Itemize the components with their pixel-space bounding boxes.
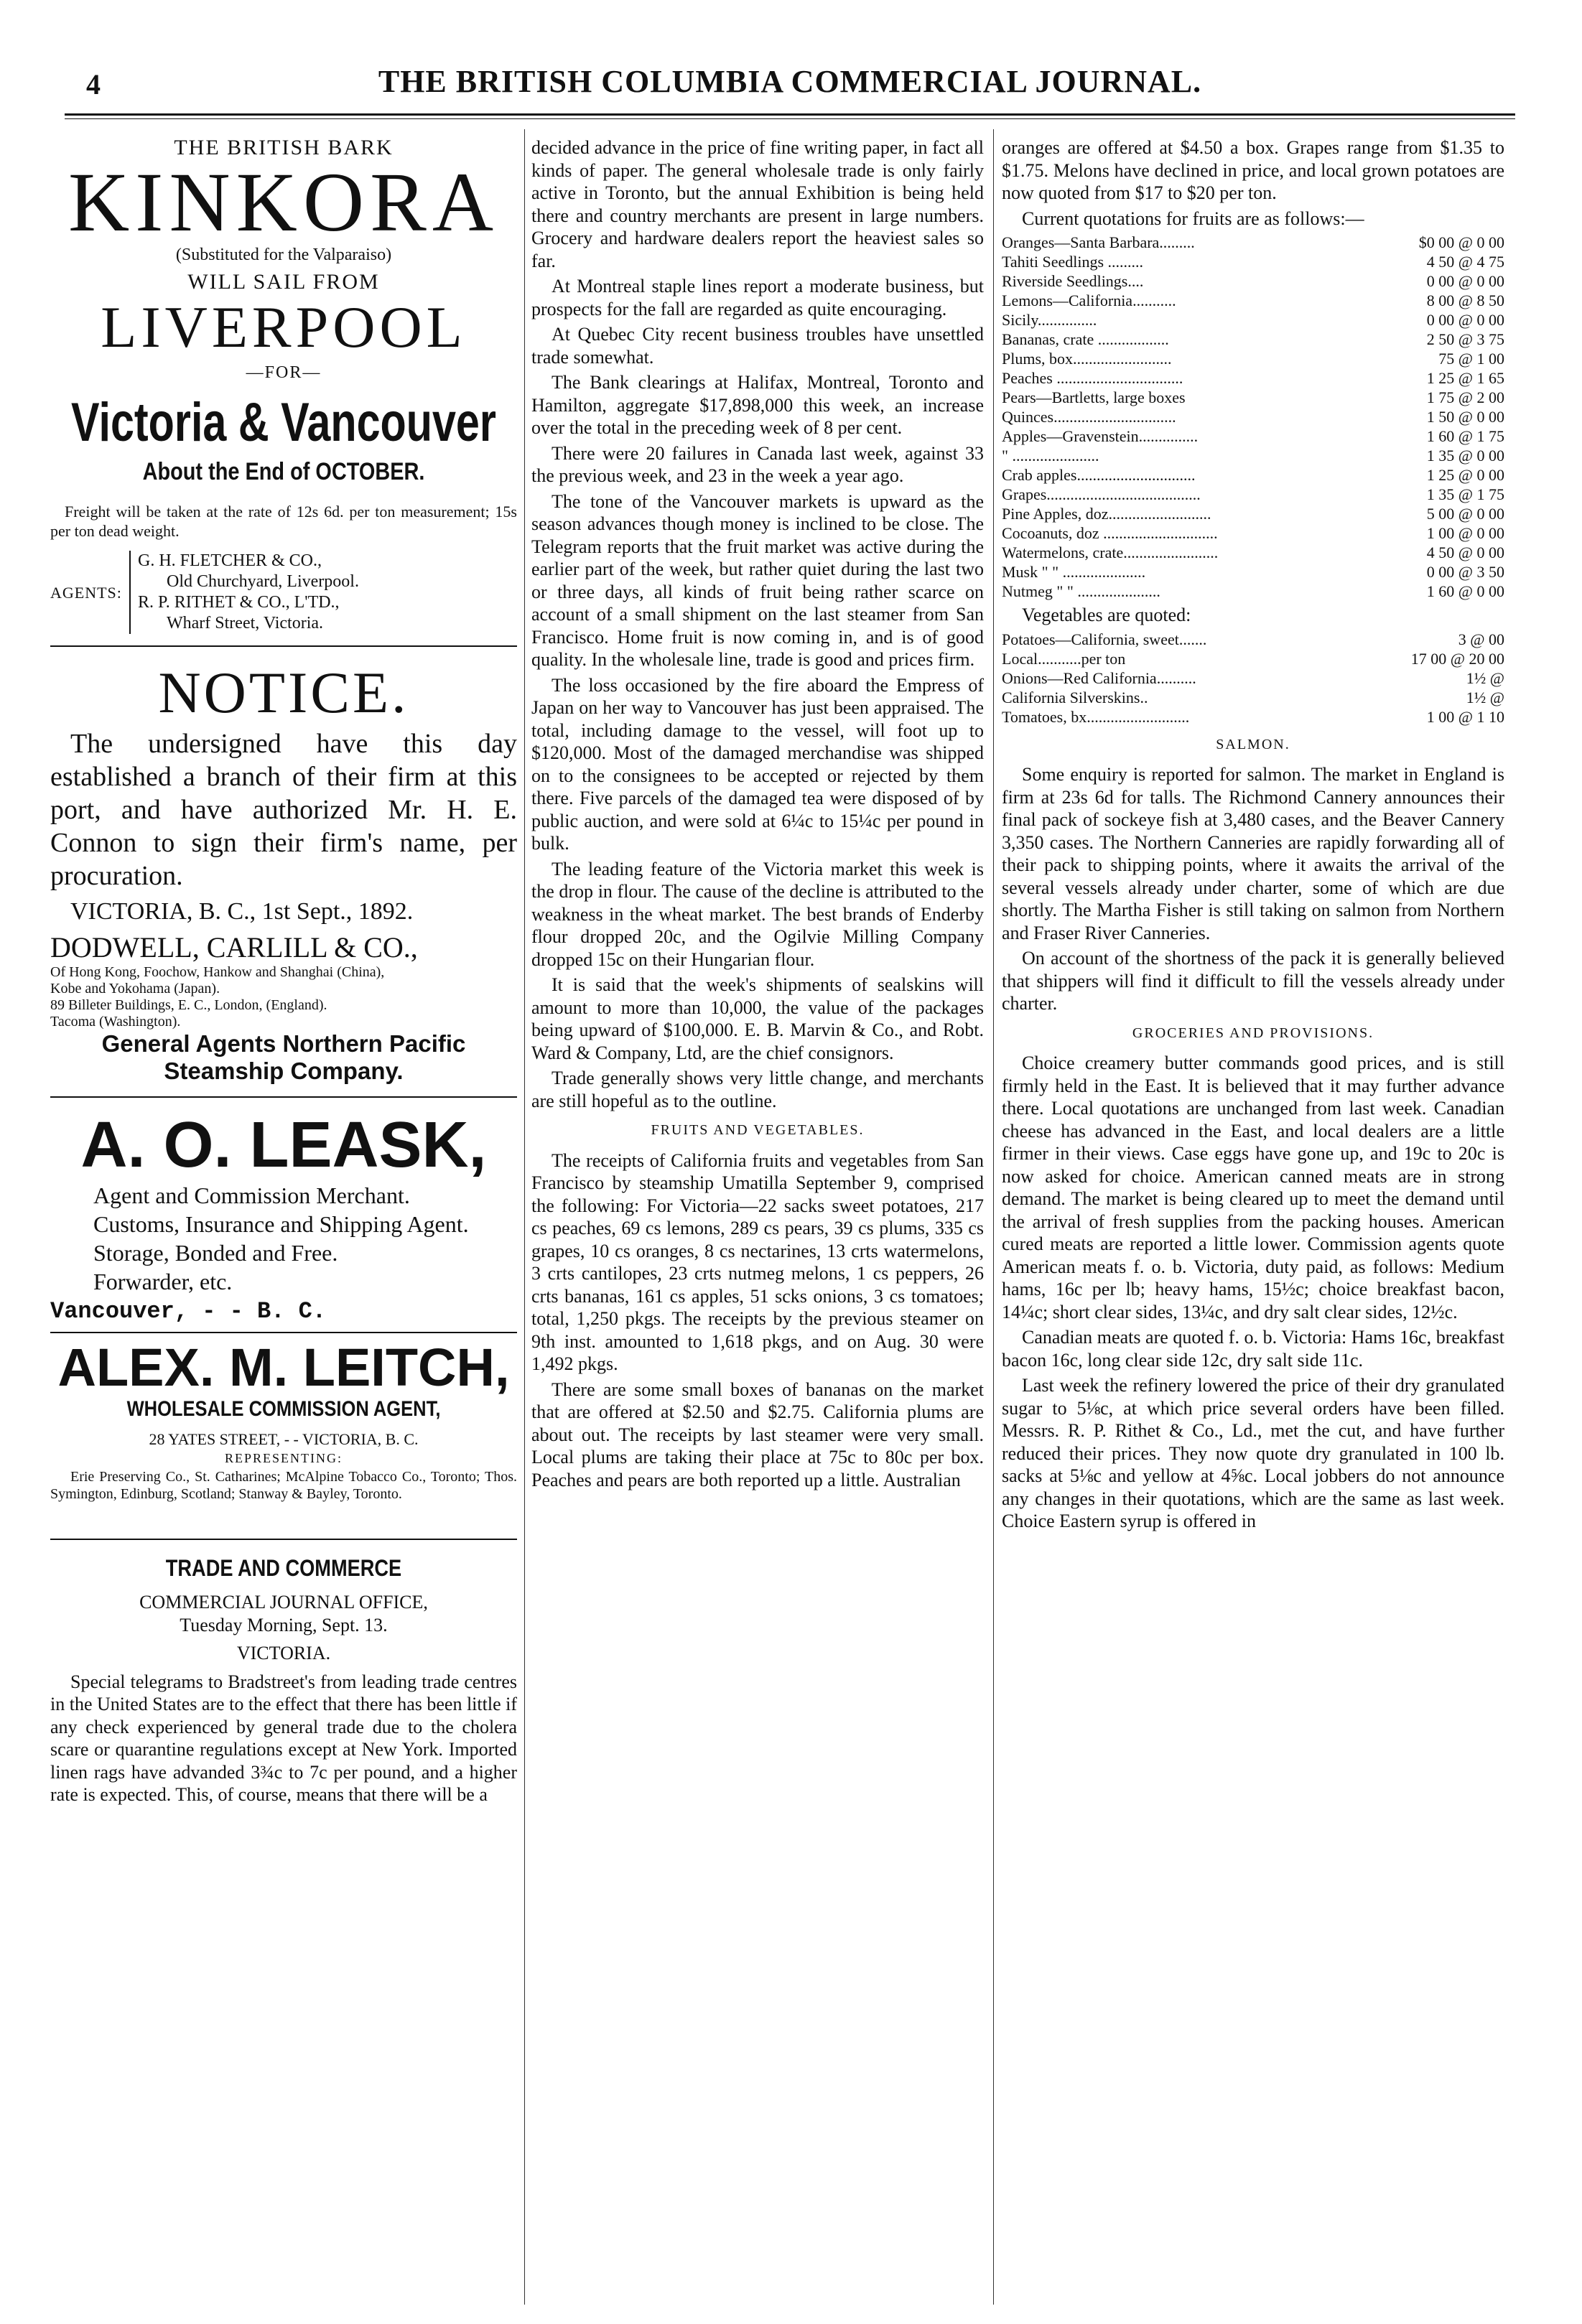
price-row <box>1002 426 1504 446</box>
agents-block <box>50 551 517 634</box>
price-item: Tahiti Seedlings ......... <box>1002 253 1144 271</box>
agent-line: G. H. FLETCHER & CO., <box>138 551 322 570</box>
leask-line: Forwarder, etc. <box>93 1269 233 1294</box>
price-item: Local...........per ton <box>1002 649 1126 668</box>
price-row <box>1002 562 1504 582</box>
price-item: Pine Apples, doz.......................... <box>1002 505 1211 523</box>
price-row <box>1002 252 1504 271</box>
journal-title: THE BRITISH COLUMBIA COMMERCIAL JOURNAL. <box>378 64 1202 99</box>
section-heading: FRUITS AND VEGETABLES. <box>651 1122 865 1138</box>
price-row <box>1002 523 1504 543</box>
price-row <box>1002 368 1504 388</box>
article-paragraph: Canadian meats are quoted f. o. b. Victoria: Hams 16c, breakfast bacon 16c, long clear side 12c, dry salt side 11c. <box>1002 1327 1504 1371</box>
header-rule <box>65 113 1515 116</box>
price-item: Potatoes—California, sweet....... <box>1002 630 1207 648</box>
article-paragraph: Choice creamery butter commands good prices, and is still firmly held in the East. It is believed that it may further advance there. Local quotations are unchanged from last week. Canadian cheese has advanced in the East, and local dealers are a little firmer in their views. Case eggs have gone up, and 19c to 20c is now asked for choice. American canned meats are in strong demand. The market is being cleared up to meet the demand until the arrival of fresh supplies from the packing houses. American cured meats are reported a little lower. Commission agents quote American meats f. o. b. Victoria, duty paid, as follows: Medium hams, 16c per lb; heavy hams, 15½c; choice breakfast bacon, 14¼c; short clear sides, 13¼c, and dry salt clear sides, 12½c. <box>1002 1053 1504 1322</box>
article-paragraph: At Quebec City recent business troubles have unsettled trade somewhat. <box>531 324 984 368</box>
section-heading: SALMON. <box>1216 736 1290 752</box>
article-paragraph: There were 20 failures in Canada last week, against 33 the previous week, and 23 in the week a year ago. <box>531 442 984 486</box>
ship-name: KINKORA <box>68 154 500 249</box>
price-value: 1 35 @ 1 75 <box>1426 485 1504 503</box>
price-item: Pears—Bartletts, large boxes <box>1002 388 1186 406</box>
article-paragraph: decided advance in the price of fine writing paper, in fact all kinds of paper. The general wholesale trade is only fairly active in Toronto, but the annual Exhibition is being held there and country merchants are present in large numbers. Grocery and hardware dealers report the heaviest sales so far. <box>531 137 984 271</box>
price-value: 2 50 @ 3 75 <box>1426 330 1504 348</box>
column-1 <box>50 136 517 1809</box>
price-item: Oranges—Santa Barbara......... <box>1002 233 1195 251</box>
price-row <box>1002 310 1504 330</box>
representing-label: REPRESENTING: <box>224 1450 343 1465</box>
sailing-date: About the End of OCTOBER. <box>142 457 425 485</box>
price-row <box>1002 465 1504 485</box>
price-value: 4 50 @ 4 75 <box>1426 253 1504 271</box>
location-line: Kobe and Yokohama (Japan). <box>50 981 220 997</box>
price-item: Watermelons, crate........................ <box>1002 543 1219 561</box>
price-item: Cocoanuts, doz ............................. <box>1002 524 1218 542</box>
will-sail: WILL SAIL FROM <box>187 269 380 294</box>
agent-line: R. P. RITHET & CO., L'TD., <box>138 593 340 612</box>
substituted-note: (Substituted for the Valparaiso) <box>175 245 392 264</box>
leask-line: Customs, Insurance and Shipping Agent. <box>93 1211 469 1237</box>
price-value: 1 25 @ 1 65 <box>1426 369 1504 387</box>
price-item: Tomatoes, bx.......................... <box>1002 707 1190 726</box>
article-paragraph: The tone of the Vancouver markets is upward as the season advances though money is inclined to be close. The Telegram reports that the fruit market was active during the earlier part of the week, but rather quiet during the last two or three days, all kinds of fruit being rather scarce on account of a small shipment on the last steamer from San Francisco. Home fruit is now coming in, and is of good quality. In the wholesale line, trade is good and prices firm. <box>531 490 984 670</box>
price-row <box>1002 349 1504 368</box>
price-item: Grapes....................................... <box>1002 485 1201 503</box>
article-paragraph: The Bank clearings at Halifax, Montreal, Toronto and Hamilton, aggregate $17,898,000 this week, an increase over the total in the preceding week of 8 per cent. <box>531 372 984 438</box>
price-row <box>1002 688 1504 707</box>
dodwell-locations <box>50 964 517 1030</box>
page-header <box>65 63 1515 106</box>
agent-line: Wharf Street, Victoria. <box>167 614 324 633</box>
leitch-name: ALEX. M. LEITCH, <box>57 1338 510 1397</box>
price-row <box>1002 330 1504 349</box>
price-item: Quinces............................... <box>1002 408 1176 426</box>
price-row <box>1002 291 1504 310</box>
column-divider <box>524 129 525 2305</box>
column-3 <box>1002 136 1504 1536</box>
price-value: 0 00 @ 0 00 <box>1426 311 1504 329</box>
for-label: —FOR— <box>246 363 322 382</box>
article-paragraph: Some enquiry is reported for salmon. The market in England is firm at 23s 6d for talls. The Richmond Cannery announces their final pack of sockeye fish at 3,480 cases, and the Beaver Cannery 3,350 cases. The Northern Canneries are rapidly forwarding all of their pack to shipping points, where it awaits the arrival of the several vessels already under charter, some of which are due shortly. The Martha Fisher is still taking on salmon from Northern and Fraser River Canneries. <box>1002 764 1504 943</box>
article-paragraph: On account of the shortness of the pack it is generally believed that shippers will find it difficult to fill the vessels already under charter. <box>1002 948 1504 1014</box>
article-paragraph: Trade generally shows very little change, and merchants are still hopeful as to the outline. <box>531 1068 984 1111</box>
article-paragraph: At Montreal staple lines report a moderate business, but prospects for the fall are regarded as quite encouraging. <box>531 276 984 319</box>
price-value: 1 25 @ 0 00 <box>1426 466 1504 484</box>
office-date: Tuesday Morning, Sept. 13. <box>180 1614 388 1635</box>
divider <box>50 1539 517 1540</box>
leask-place: Vancouver, - - B. C. <box>50 1298 327 1325</box>
header-rule-thin <box>65 118 1515 119</box>
leitch-address: 28 YATES STREET, - - VICTORIA, B. C. <box>149 1429 419 1448</box>
price-row <box>1002 543 1504 562</box>
page-number: 4 <box>86 68 101 101</box>
column-2 <box>531 136 984 1494</box>
leask-services <box>50 1181 517 1296</box>
price-value: 8 00 @ 8 50 <box>1426 291 1504 309</box>
general-agents: General Agents Northern Pacific Steamship Company. <box>101 1030 466 1084</box>
price-row <box>1002 233 1504 252</box>
price-row <box>1002 649 1504 668</box>
dodwell-name: DODWELL, CARLILL & CO., <box>50 931 418 963</box>
divider <box>50 645 517 647</box>
divider <box>50 1332 517 1333</box>
article-paragraph: Last week the refinery lowered the price of their dry granulated sugar to 5⅛c, at which price several orders have been filled. Messrs. R. P. Rithet & Co., Ld., met the cut, and have further reduced their prices. They now quote dry granulated in 100 lb. sacks at 5⅛c and yellow at 4⅝c. Local jobbers do not announce any changes in their quotations, which are the same as last week. Choice Eastern syrup is offered in <box>1002 1375 1504 1531</box>
article-paragraph: It is said that the week's shipments of sealskins will amount to more than 10,000, the value of the packages being upward of $100,000. E. B. Marvin & Co., and Robt. Ward & Company, Ltd, are the chief consignors. <box>531 974 984 1063</box>
price-value: 0 00 @ 3 50 <box>1426 563 1504 581</box>
article-paragraph: The loss occasioned by the fire aboard the Empress of Japan on her way to Vancouver has just been appraised. The total, including damage to the vessel, will foot up to $120,000. Most of the damaged merchandise was shipped on to the consignees to be accepted or rejected by them there. Five parcels of the damaged tea were disposed of by public auction, and were sold at 6¼c to 15¼c per pound in bulk. <box>531 674 984 854</box>
price-value: 4 50 @ 0 00 <box>1426 543 1504 561</box>
price-value: 5 00 @ 0 00 <box>1426 505 1504 523</box>
price-item: Riverside Seedlings.... <box>1002 272 1144 290</box>
freight-rates: Freight will be taken at the rate of 12s 6d. per ton measurement; 15s per ton dead weight. <box>50 503 517 540</box>
price-item: Sicily............... <box>1002 311 1097 329</box>
price-item: Crab apples.............................. <box>1002 466 1196 484</box>
agent-line: Old Churchyard, Liverpool. <box>167 572 359 591</box>
price-row <box>1002 485 1504 504</box>
leask-line: Storage, Bonded and Free. <box>93 1240 338 1266</box>
location-line: 89 Billeter Buildings, E. C., London, (England). <box>50 997 327 1013</box>
leitch-title: WHOLESALE COMMISSION AGENT, <box>126 1397 441 1421</box>
price-row <box>1002 504 1504 523</box>
vegetables-heading: Vegetables are quoted: <box>1022 605 1191 625</box>
price-row <box>1002 407 1504 426</box>
divider <box>50 1096 517 1098</box>
price-value: 0 00 @ 0 00 <box>1426 272 1504 290</box>
price-value: 1 50 @ 0 00 <box>1426 408 1504 426</box>
price-value: 1½ @ <box>1466 688 1504 706</box>
price-value: 1 00 @ 1 10 <box>1426 707 1504 726</box>
trade-title: TRADE AND COMMERCE <box>165 1554 402 1581</box>
price-value: 1 60 @ 1 75 <box>1426 427 1504 445</box>
price-item: Peaches ................................ <box>1002 369 1183 387</box>
price-row <box>1002 388 1504 407</box>
notice-title: NOTICE. <box>158 660 409 725</box>
price-value: $0 00 @ 0 00 <box>1418 233 1504 251</box>
office-name: COMMERCIAL JOURNAL OFFICE, <box>139 1592 428 1613</box>
price-row <box>1002 668 1504 688</box>
leask-line: Agent and Commission Merchant. <box>93 1182 410 1208</box>
leitch-clients: Erie Preserving Co., St. Catharines; McAlpine Tobacco Co., Toronto; Thos. Symington, Edinburg, Scotland; Stanway & Bayley, Toronto. <box>50 1468 517 1502</box>
price-value: 3 @ 00 <box>1458 630 1504 648</box>
price-item: Lemons—California........... <box>1002 291 1176 309</box>
article-paragraph: Current quotations for fruits are as follows:— <box>1022 207 1364 229</box>
article-paragraph: Special telegrams to Bradstreet's from leading trade centres in the United States are to the effect that there has been little if any check experienced by general trade due to the cholera scare or quarantine regulations except at New York. Imported linen rags have advanded 3¾c to 7c per pound, and a higher rate is expected. This, of course, means that there will be a <box>50 1671 517 1805</box>
price-row <box>1002 582 1504 601</box>
price-value: 1 60 @ 0 00 <box>1426 582 1504 600</box>
location-line: Of Hong Kong, Foochow, Hankow and Shanghai (China), <box>50 964 385 980</box>
price-item: Plums, box......................... <box>1002 350 1172 368</box>
price-row <box>1002 271 1504 291</box>
price-value: 1½ @ <box>1466 668 1504 687</box>
article-paragraph: The receipts of California fruits and vegetables from San Francisco by steamship Umatilla September 9, comprised the following: For Victoria—22 sacks sweet potatoes, 217 cs peaches, 69 cs lemons, 289 cs pears, 39 cs plums, 335 cs grapes, 10 cs oranges, 8 cs nectarines, 13 crts watermelons, 3 crts cantilopes, 23 crts nutmeg melons, 1 cs peppers, 26 crts bananas, 161 cs apples, 51 scks onions, 3 cs tomatoes; total, 1,250 pkgs. The receipts by the previous steamer on 9th inst. amounted to 1,618 pkgs, and on Aug. 30 were 1,492 pkgs. <box>531 1149 984 1374</box>
price-value: 17 00 @ 20 00 <box>1410 649 1504 668</box>
article-paragraph: There are some small boxes of bananas on the market that are offered at $2.50 and $2.75. California plums are about out. The receipts by last steamer were very small. Local plums are taking their place at 75c to 80c per box. Peaches and pears are both reported up a little. Australian <box>531 1378 984 1490</box>
section-heading: GROCERIES AND PROVISIONS. <box>1132 1025 1374 1041</box>
vegetable-price-table <box>1002 630 1504 727</box>
fruit-price-table <box>1002 233 1504 601</box>
notice-body: The undersigned have this day established a branch of their firm at this port, and have authorized Mr. H. E. Connon to sign their firm's name, per procuration. <box>50 729 517 891</box>
price-item: Apples—Gravenstein............... <box>1002 427 1199 445</box>
article-paragraph: oranges are offered at $4.50 a box. Grapes range from $1.35 to $1.75. Melons have declined in price, and local grown potatoes are now quoted from $17 to $20 per ton. <box>1002 137 1504 203</box>
price-value: 75 @ 1 00 <box>1438 350 1504 368</box>
agents-label: AGENTS: <box>50 583 122 602</box>
price-item: California Silverskins.. <box>1002 688 1148 706</box>
destination: Victoria & Vancouver <box>71 391 496 453</box>
agents-list <box>129 551 359 634</box>
price-value: 1 75 @ 2 00 <box>1426 388 1504 406</box>
price-item: Musk " " ..................... <box>1002 563 1146 581</box>
price-value: 1 35 @ 0 00 <box>1426 447 1504 465</box>
leask-name: A. O. LEASK, <box>80 1109 487 1181</box>
price-item: " ...................... <box>1002 447 1099 465</box>
port-name: LIVERPOOL <box>101 294 467 360</box>
victoria-heading: VICTORIA. <box>236 1643 331 1663</box>
column-divider <box>993 129 994 2305</box>
price-item: Onions—Red California.......... <box>1002 668 1196 687</box>
price-row <box>1002 707 1504 727</box>
price-row <box>1002 630 1504 649</box>
article-paragraph: The leading feature of the Victoria market this week is the drop in flour. The cause of the decline is attributed to the weakness in the wheat market. The best brands of Enderby flour dropped 20c, and the Ogilvie Milling Company dropped 15c on their Hungarian flour. <box>531 858 984 970</box>
price-value: 1 00 @ 0 00 <box>1426 524 1504 542</box>
price-row <box>1002 446 1504 465</box>
location-line: Tacoma (Washington). <box>50 1014 181 1030</box>
notice-date: VICTORIA, B. C., 1st Sept., 1892. <box>70 898 414 925</box>
price-item: Nutmeg " " ..................... <box>1002 582 1160 600</box>
price-item: Bananas, crate .................. <box>1002 330 1169 348</box>
bark-intro: THE BRITISH BARK <box>174 136 394 159</box>
